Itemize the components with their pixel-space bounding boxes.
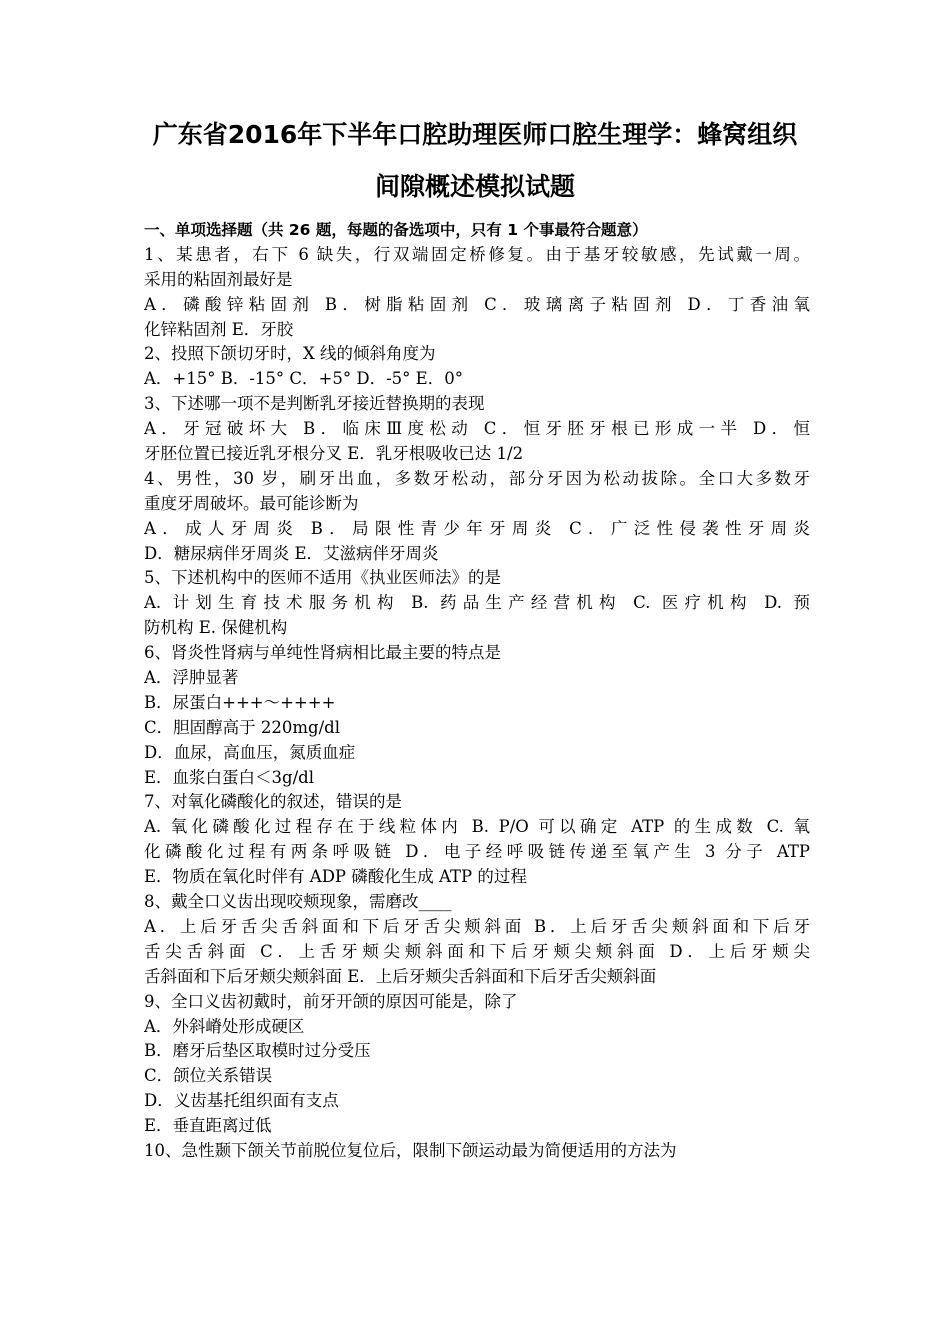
text-line: E．血浆白蛋白＜3g/dl — [144, 767, 315, 787]
document-body — [144, 218, 810, 1164]
text-line: 重度牙周破坏。最可能诊断为 — [144, 493, 359, 513]
text-line: A．磷酸锌粘固剂 B．树脂粘固剂 C．玻璃离子粘固剂 D．丁香油氧 — [144, 294, 810, 314]
text-line: E．垂直距离过低 — [144, 1116, 272, 1136]
text-line: A．牙冠破坏大 B．临床Ⅲ度松动 C．恒牙胚牙根已形成一半 D．恒 — [144, 419, 810, 439]
section-heading: 一、单项选择题（共 26 题，每题的备选项中，只有 1 个事最符合题意） — [144, 221, 648, 239]
text-line: 化锌粘固剂 E．牙胶 — [144, 319, 294, 339]
text-line: 防机构 E. 保健机构 — [144, 618, 288, 638]
text-line: C．颌位关系错误 — [144, 1066, 273, 1086]
text-line: C．胆固醇高于 220mg/dl — [144, 717, 340, 737]
text-line: 4、男性，30 岁，刷牙出血，多数牙松动，部分牙因为松动拔除。全口大多数牙 — [144, 468, 810, 488]
text-line: A．+15° B．-15° C．+5° D．-5° E．0° — [144, 369, 463, 389]
text-line: 10、急性颞下颌关节前脱位复位后，限制下颌运动最为简便适用的方法为 — [144, 1140, 677, 1160]
document-title-line-1: 广东省2016年下半年口腔助理医师口腔生理学：蜂窝组织 — [152, 120, 798, 149]
document-title-line-2: 间隙概述模拟试题 — [374, 172, 575, 201]
text-line: 5、下述机构中的医师不适用《执业医师法》的是 — [144, 568, 501, 588]
text-line: B．尿蛋白+++～++++ — [144, 692, 336, 712]
text-line: 舌斜面和下后牙颊尖颊斜面 E．上后牙颊尖舌斜面和下后牙舌尖颊斜面 — [144, 966, 657, 986]
text-line: 1、某患者，右下 6 缺失，行双端固定桥修复。由于基牙较敏感，先试戴一周。 — [144, 244, 810, 264]
text-line: 采用的粘固剂最好是 — [144, 269, 293, 289]
text-line: B．磨牙后垫区取模时过分受压 — [144, 1041, 371, 1061]
text-line: A. 氧化磷酸化过程存在于线粒体内 B. P/O 可以确定 ATP 的生成数 C. 氧 — [144, 817, 810, 837]
text-line: 3、下述哪一项不是判断乳牙接近替换期的表现 — [144, 394, 485, 414]
text-line: A．外斜嵴处形成硬区 — [144, 1016, 305, 1036]
text-line: D．血尿，高血压，氮质血症 — [144, 742, 356, 762]
text-line: A．浮肿显著 — [144, 668, 239, 688]
text-line: 9、全口义齿初戴时，前牙开颌的原因可能是，除了 — [144, 991, 518, 1011]
text-line: 6、肾炎性肾病与单纯性肾病相比最主要的特点是 — [144, 643, 501, 663]
text-line: D．义齿基托组织面有支点 — [144, 1091, 339, 1111]
text-line: A．上后牙舌尖舌斜面和下后牙舌尖颊斜面 B．上后牙舌尖颊斜面和下后牙 — [144, 916, 810, 936]
text-line: 化磷酸化过程有两条呼吸链 D．电子经呼吸链传递至氧产生 3 分子 ATP — [144, 842, 810, 862]
text-line: A. 计划生育技术服务机构 B. 药品生产经营机构 C. 医疗机构 D. 预 — [144, 593, 810, 613]
text-line: 7、对氧化磷酸化的叙述，错误的是 — [144, 792, 402, 812]
text-line: 牙胚位置已接近乳牙根分叉 E．乳牙根吸收已达 1/2 — [144, 444, 524, 464]
text-line: E．物质在氧化时伴有 ADP 磷酸化生成 ATP 的过程 — [144, 867, 527, 887]
text-line: 舌尖舌斜面 C．上舌牙颊尖颊斜面和下后牙颊尖颊斜面 D．上后牙颊尖 — [144, 941, 810, 961]
text-line: A．成人牙周炎 B．局限性青少年牙周炎 C．广泛性侵袭性牙周炎 — [144, 518, 810, 538]
text-line: 8、戴全口义齿出现咬颊现象，需磨改____ — [144, 892, 452, 912]
text-line: D．糖尿病伴牙周炎 E．艾滋病伴牙周炎 — [144, 543, 439, 563]
text-line: 2、投照下颌切牙时，X 线的倾斜角度为 — [144, 344, 436, 364]
